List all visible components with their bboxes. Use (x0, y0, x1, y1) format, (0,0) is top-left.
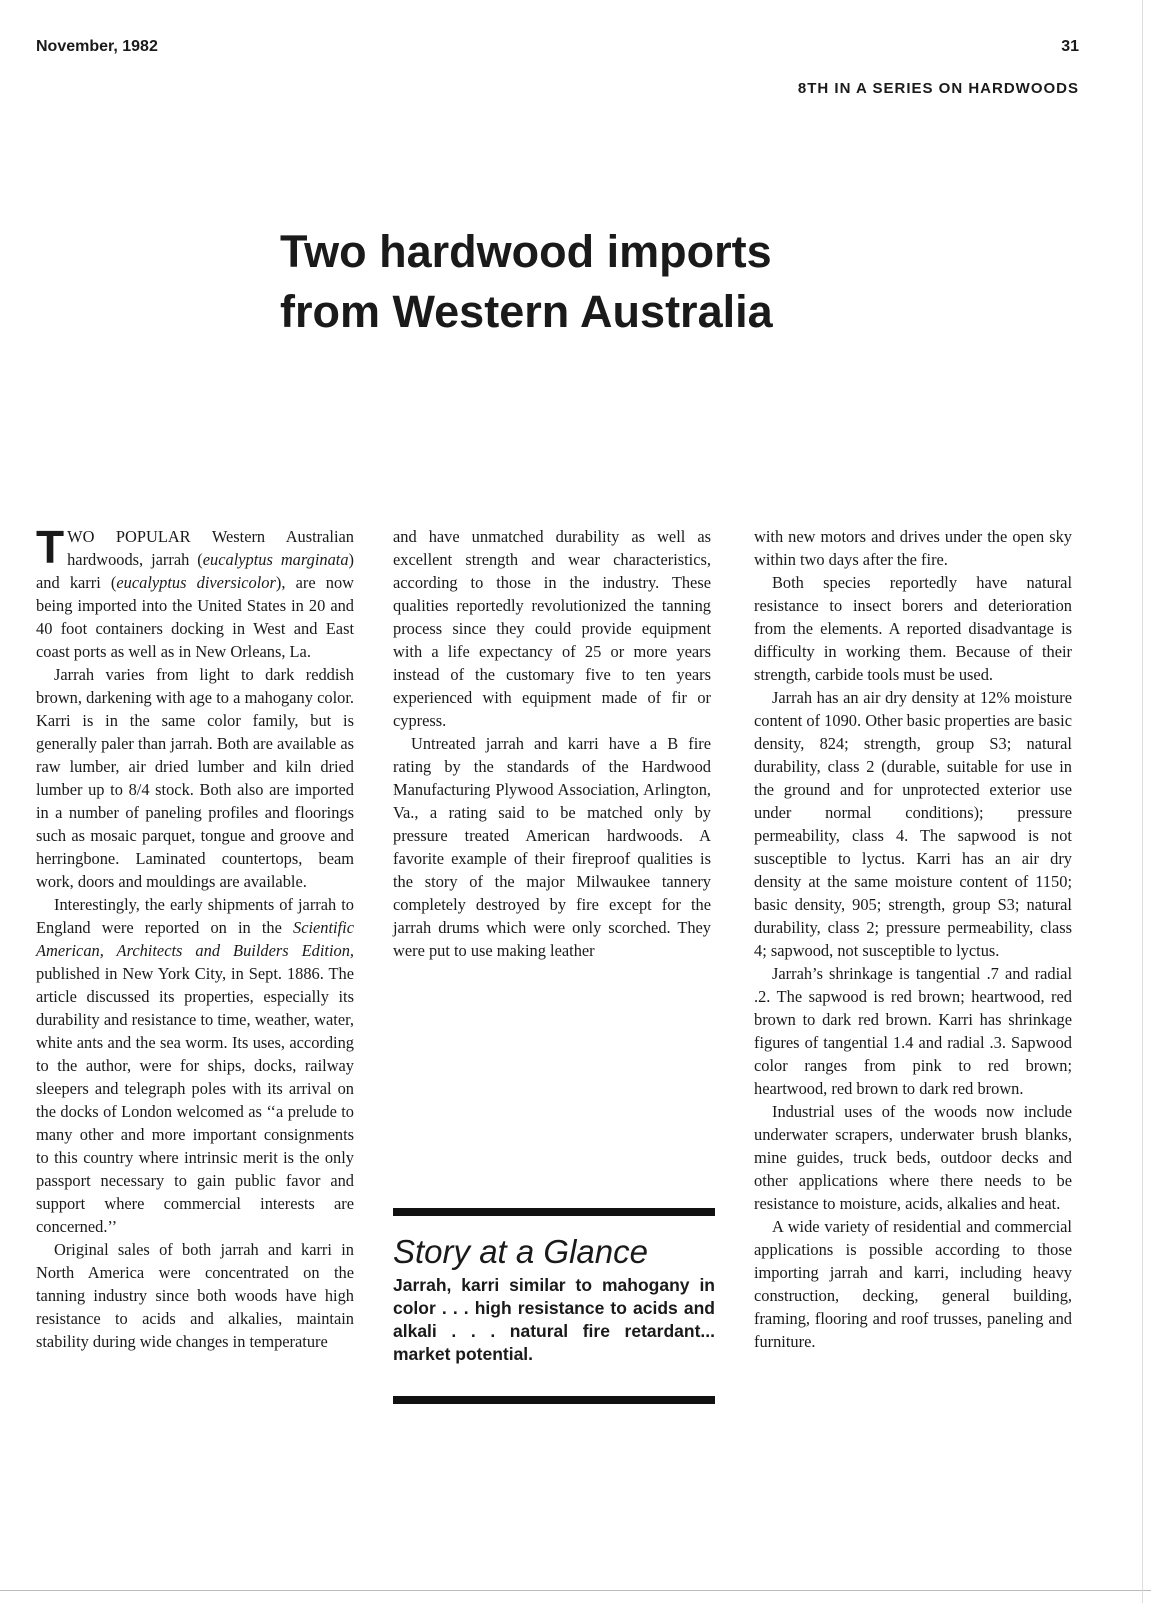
article-column-1 (36, 521, 354, 1353)
paragraph-6: Untreated jarrah and karri have a B fire rating by the standards of the Hardwood Manufacturing Plywood Association, Arlington, Va., a rating said to be matched only by pressure treated American hardwoods. A favorite example of their fireproof qualities is the story of the major Milwaukee tannery completely destroyed by fire except for the jarrah drums which were only scorched. They were put to use making leather (393, 734, 711, 960)
series-label: 8TH IN A SERIES ON HARDWOODS (797, 80, 1079, 97)
article-column-3 (754, 525, 1072, 1353)
article-column-2 (393, 525, 711, 962)
page-bottom-edge (0, 1590, 1151, 1591)
title-line-2: from Western Australia (280, 286, 773, 337)
paragraph-7: with new motors and drives under the open sky within two days after the fire. (754, 527, 1072, 569)
issue-date: November, 1982 (36, 38, 158, 55)
paragraph-2: Jarrah varies from light to dark reddish brown, darkening with age to a mahogany color. Karri is in the same color family, but is generally paler than jarrah. Both are available as raw lumber, air dried lumber and kiln dried lumber up to 8/4 stock. Both also are imported in a number of paneling profiles and floorings such as mosaic parquet, tongue and groove and herringbone. Laminated countertops, beam work, doors and mouldings are available. (36, 665, 354, 891)
glance-heading: Story at a Glance (393, 1233, 648, 1270)
page-number: 31 (1061, 38, 1079, 55)
page-right-edge (1142, 0, 1143, 1603)
drop-cap: T (36, 521, 65, 573)
paragraph-8: Both species reportedly have natural resistance to insect borers and deterioration from the elements. A reported disadvantage is difficulty in working them. Because of their strength, carbide tools must be used. (754, 573, 1072, 684)
paragraph-4: Original sales of both jarrah and karri in North America were concentrated on the tanning industry since both woods have high resistance to acids and alkalies, maintain stability during wide changes in temperature (36, 1240, 354, 1351)
title-line-1: Two hardwood imports (280, 226, 772, 277)
paragraph-12: A wide variety of residential and commercial applications is possible according to those importing jarrah and karri, including heavy construction, decking, general building, framing, flooring and roof trusses, paneling and furniture. (754, 1217, 1072, 1351)
paragraph-1: TWO POPULAR Western Australian hardwoods, jarrah (eucalyptus marginata) and karri (eucalyptus diversicolor), are now being imported into the United States in 20 and 40 foot containers docking in West and East coast ports as well as in New Orleans, La. (36, 521, 354, 661)
box-bottom-rule (393, 1396, 715, 1404)
paragraph-5: and have unmatched durability as well as excellent strength and wear characteristics, according to those in the industry. These qualities reportedly revolutionized the tanning process since they could provide equipment with a life expectancy of 25 or more years instead of the customary five to ten years experienced with equipment made of fir or cypress. (393, 527, 711, 730)
paragraph-11: Industrial uses of the woods now include underwater scrapers, underwater brush blanks, mine guides, truck beds, outdoor decks and other applications where there needs to be resistance to moisture, acids, alkalies and heat. (754, 1102, 1072, 1213)
paragraph-10: Jarrah’s shrinkage is tangential .7 and radial .2. The sapwood is red brown; heartwood, red brown to dark red brown. Karri has shrinkage figures of tangential 1.4 and radial .3. Sapwood color ranges from pink to red brown; heartwood, red brown to dark red brown. (754, 964, 1072, 1098)
glance-text: Jarrah, karri similar to mahogany in color . . . high resistance to acids and alkali . . . natural fire retardant... market potential. (393, 1275, 715, 1364)
box-top-rule (393, 1208, 715, 1216)
article-title (280, 222, 920, 342)
paragraph-9: Jarrah has an air dry density at 12% moisture content of 1090. Other basic properties are basic density, 824; strength, group S3; natural durability, class 2 (durable, suitable for use in the ground and for unprotected exterior use under normal conditions); pressure permeability, class 4. The sapwood is not susceptible to lyctus. Karri has an air dry density at the same moisture content of 1150; basic density, 905; strength, group S3; natural durability, class 2; pressure permeability, class 4; sapwood, not susceptible to lyctus. (754, 688, 1072, 960)
paragraph-3: Interestingly, the early shipments of jarrah to England were reported on in the Scientific American, Architects and Builders Edition, published in New York City, in Sept. 1886. The article discussed its properties, especially its durability and resistance to time, weather, water, white ants and the sea worm. Its uses, according to the author, were for ships, docks, railway sleepers and telegraph poles with its arrival on the docks of London welcomed as ‘‘a prelude to many other and more important consignments to this country where intrinsic merit is the only passport necessary to gain public favor and support where commercial interests are concerned.’’ (36, 895, 354, 1236)
story-at-a-glance-box (393, 1208, 715, 1404)
